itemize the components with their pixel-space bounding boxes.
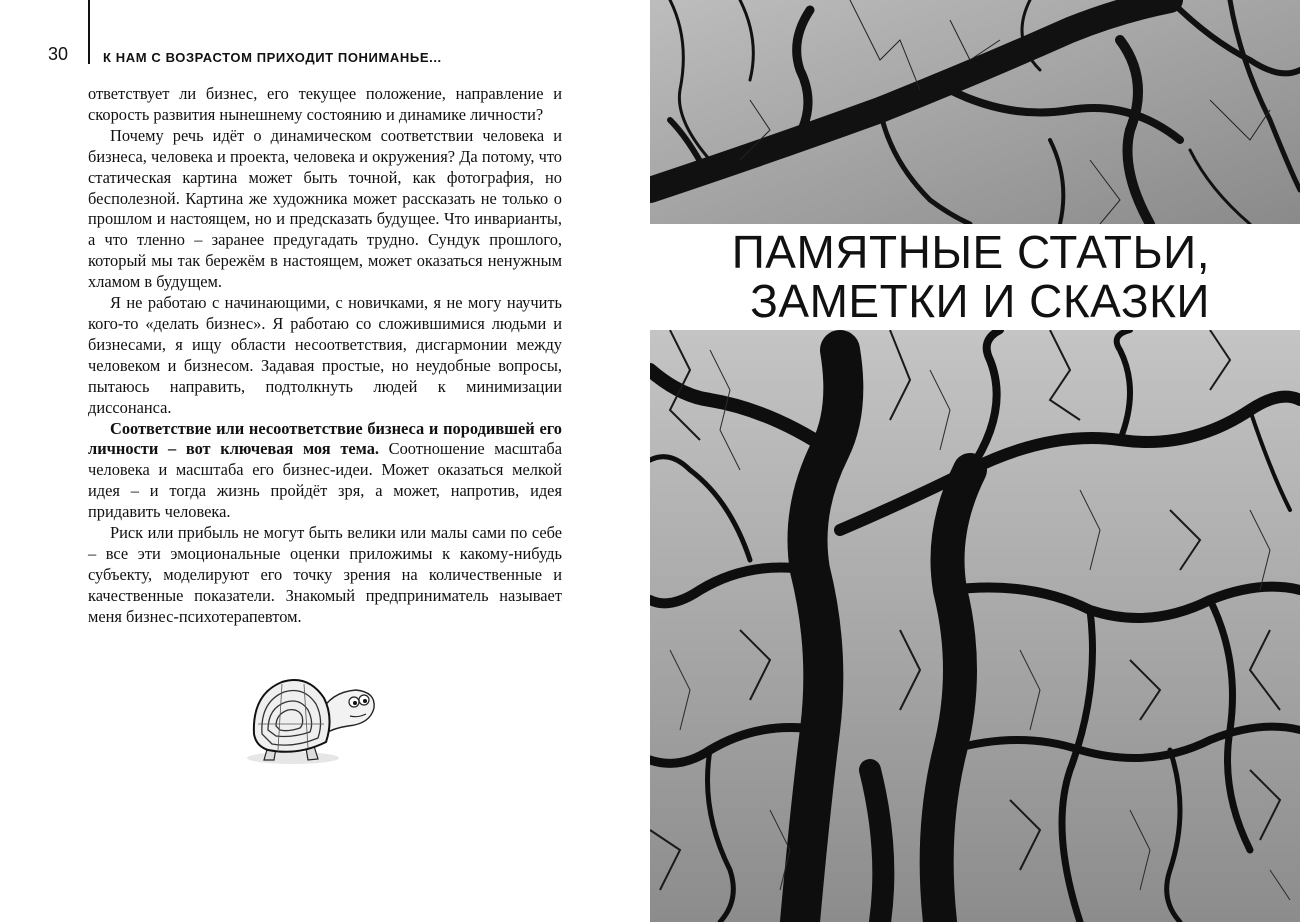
paragraph-4 — [88, 419, 562, 524]
paragraph-1: ответствует ли бизнес, его текущее положение, направление и скорость развития нынешнему состоянию и динамике личности? — [88, 84, 562, 124]
tree-photo-top — [650, 0, 1300, 224]
header-rule — [88, 0, 90, 64]
section-title — [650, 228, 1300, 326]
paragraph-2: Почему речь идёт о динамическом соответствии человека и бизнеса, человека и проекта, человека и окружения? Да потому, что статическая картина может быть точной, как фотография, но бесполезной. Картина же художника может рассказать не только о прошлом и настоящем, но и предсказать будущее. Что инварианты, а что тленно – заранее предугадать трудно. Сундук прошлого, который мы так бережём в настоящем, может оказаться ненужным хламом в будущем. — [88, 125, 562, 292]
paragraph-3: Я не работаю с начинающими, с новичками, я не могу научить кого-то «делать бизнес». Я работаю со сложившимися людьми и бизнесами, я ищу области несоответствия, дисгармонии между человеком и бизнесом. Задавая простые, но неудобные вопросы, пытаюсь направить, подтолкнуть людей к минимизации диссонанса. — [88, 293, 562, 417]
section-title-line-1: ПАМЯТНЫЕ СТАТЬИ, — [731, 226, 1210, 278]
section-title-line-2: ЗАМЕТКИ И СКАЗКИ — [750, 275, 1210, 327]
paragraph-4-rest: Соотношение масштаба человека и масштаба его бизнес-идеи. Может оказаться мелкой идея – и тогда жизнь пройдёт зря, а может, напротив, идея придавить человека. — [88, 439, 562, 522]
turtle-illustration — [238, 664, 388, 774]
tree-photo-bottom — [650, 330, 1300, 922]
page-number: 30 — [48, 44, 69, 64]
key-theme-bold: Соответствие или несоответствие бизнеса и породившей его личности – вот ключевая моя тема. — [88, 418, 562, 459]
right-page — [650, 0, 1300, 922]
body-text — [88, 84, 562, 628]
running-head: К НАМ С ВОЗРАСТОМ ПРИХОДИТ ПОНИМАНЬЕ... — [103, 50, 442, 65]
paragraph-5: Риск или прибыль не могут быть велики или малы сами по себе – все эти эмоциональные оценки приложимы к какому-нибудь субъекту, моделируют его точку зрения на количественные и качественные показатели. Знакомый предприниматель называет меня бизнес-психотерапевтом. — [88, 523, 562, 626]
